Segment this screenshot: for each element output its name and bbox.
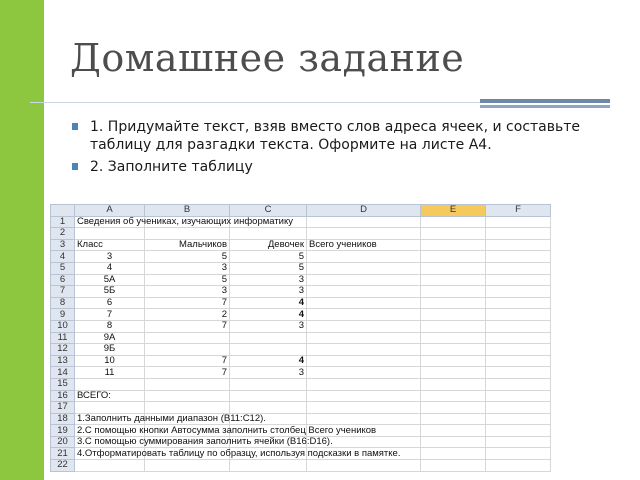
cell-f <box>486 286 551 298</box>
bullet-square-icon <box>72 163 78 170</box>
table-row <box>51 425 551 437</box>
bullet-square-icon <box>72 123 78 130</box>
cell-c <box>230 378 307 390</box>
cell-d <box>307 228 421 240</box>
cell-a: 3.С помощью суммирования заполнить ячейки (B16:D16). <box>75 436 145 448</box>
cell-b <box>145 460 230 472</box>
cell-c <box>230 228 307 240</box>
cell-f <box>486 320 551 332</box>
cell-e <box>421 344 486 356</box>
row-header: 19 <box>51 425 75 437</box>
table-row <box>51 297 551 309</box>
cell-c: 4 <box>230 309 307 321</box>
cell-b: 5 <box>145 251 230 263</box>
cell-d <box>307 286 421 298</box>
row-header: 17 <box>51 402 75 414</box>
cell-e <box>421 448 486 460</box>
row-header: 10 <box>51 320 75 332</box>
cell-f <box>486 378 551 390</box>
row-header: 18 <box>51 413 75 425</box>
cell-c: 5 <box>230 251 307 263</box>
cell-f <box>486 460 551 472</box>
row-header: 14 <box>51 367 75 379</box>
row-header: 16 <box>51 390 75 402</box>
table-row <box>51 355 551 367</box>
row-header: 22 <box>51 460 75 472</box>
spreadsheet-image <box>50 204 551 472</box>
cell-f <box>486 436 551 448</box>
cell-a <box>75 378 145 390</box>
cell-d: Всего учеников <box>307 239 421 251</box>
cell-b <box>145 390 230 402</box>
cell-d <box>307 262 421 274</box>
cell-a: Класс <box>75 239 145 251</box>
table-row <box>51 413 551 425</box>
table-row <box>51 402 551 414</box>
cell-b: 3 <box>145 262 230 274</box>
cell-a: 5Б <box>75 286 145 298</box>
cell-b <box>145 332 230 344</box>
cell-a <box>75 402 145 414</box>
table-row <box>51 228 551 240</box>
cell-b <box>145 402 230 414</box>
bullet-item <box>72 158 632 176</box>
table-row <box>51 448 551 460</box>
cell-a: 11 <box>75 367 145 379</box>
column-header-selected: E <box>421 205 486 217</box>
title-decor-line <box>480 105 610 108</box>
row-header: 12 <box>51 344 75 356</box>
cell-a: 4.Отформатировать таблицу по образцу, используя подсказки в памятке. <box>75 448 145 460</box>
cell-f <box>486 425 551 437</box>
column-header: D <box>307 205 421 217</box>
cell-e <box>421 251 486 263</box>
bullet-list <box>72 118 632 180</box>
cell-a: 2.С помощью кнопки Автосумма заполнить столбец Всего учеников <box>75 425 145 437</box>
cell-d <box>307 309 421 321</box>
cell-b <box>145 228 230 240</box>
cell-f <box>486 262 551 274</box>
cell-c <box>230 344 307 356</box>
cell-e <box>421 460 486 472</box>
table-row <box>51 378 551 390</box>
cell-d <box>307 297 421 309</box>
cell-d <box>307 460 421 472</box>
row-header: 8 <box>51 297 75 309</box>
column-header: A <box>75 205 145 217</box>
row-header: 4 <box>51 251 75 263</box>
cell-d <box>307 251 421 263</box>
cell-b: 2 <box>145 309 230 321</box>
cell-b <box>145 378 230 390</box>
cell-a: 5А <box>75 274 145 286</box>
table-row <box>51 262 551 274</box>
cell-c: 3 <box>230 367 307 379</box>
cell-a: Сведения об учениках, изучающих информатику <box>75 216 145 228</box>
cell-a: 4 <box>75 262 145 274</box>
cell-f <box>486 274 551 286</box>
table-row <box>51 309 551 321</box>
title-underline <box>30 102 480 103</box>
cell-f <box>486 367 551 379</box>
cell-b: 5 <box>145 274 230 286</box>
cell-b: 7 <box>145 355 230 367</box>
cell-f <box>486 332 551 344</box>
cell-e <box>421 274 486 286</box>
cell-d <box>307 274 421 286</box>
cell-c <box>230 390 307 402</box>
row-header: 11 <box>51 332 75 344</box>
bullet-text: 1. Придумайте текст, взяв вместо слов адреса ячеек, и составьте таблицу для разгадки текста. Оформите на листе А4. <box>90 119 581 153</box>
cell-b: 7 <box>145 297 230 309</box>
cell-f <box>486 228 551 240</box>
cell-e <box>421 262 486 274</box>
cell-e <box>421 286 486 298</box>
column-header: C <box>230 205 307 217</box>
column-header: F <box>486 205 551 217</box>
cell-d <box>307 367 421 379</box>
cell-c <box>230 402 307 414</box>
cell-a: 9А <box>75 332 145 344</box>
table-row <box>51 436 551 448</box>
table-row <box>51 251 551 263</box>
row-header: 2 <box>51 228 75 240</box>
cell-e <box>421 320 486 332</box>
cell-d <box>307 355 421 367</box>
cell-a: 10 <box>75 355 145 367</box>
cell-e <box>421 239 486 251</box>
cell-c: Девочек <box>230 239 307 251</box>
cell-e <box>421 367 486 379</box>
row-header: 21 <box>51 448 75 460</box>
cell-e <box>421 216 486 228</box>
cell-b: 3 <box>145 286 230 298</box>
row-header: 1 <box>51 216 75 228</box>
slide-title: Домашнее задание <box>70 36 465 80</box>
cell-a: 8 <box>75 320 145 332</box>
cell-d <box>307 332 421 344</box>
cell-e <box>421 402 486 414</box>
table-row <box>51 286 551 298</box>
cell-b <box>145 344 230 356</box>
cell-c: 5 <box>230 262 307 274</box>
table-row <box>51 344 551 356</box>
cell-b: 7 <box>145 320 230 332</box>
cell-c <box>230 332 307 344</box>
row-header: 9 <box>51 309 75 321</box>
cell-e <box>421 390 486 402</box>
cell-f <box>486 413 551 425</box>
cell-e <box>421 425 486 437</box>
cell-f <box>486 216 551 228</box>
cell-d <box>307 413 421 425</box>
cell-c <box>230 460 307 472</box>
bullet-item <box>72 118 632 154</box>
cell-a: 1.Заполнить данными диапазон (B11:C12). <box>75 413 145 425</box>
table-row <box>51 332 551 344</box>
cell-e <box>421 228 486 240</box>
column-header-row <box>51 205 551 217</box>
cell-e <box>421 355 486 367</box>
table-row <box>51 274 551 286</box>
cell-e <box>421 297 486 309</box>
row-header: 3 <box>51 239 75 251</box>
table-row <box>51 320 551 332</box>
row-header: 5 <box>51 262 75 274</box>
table-row <box>51 390 551 402</box>
cell-f <box>486 297 551 309</box>
cell-d <box>307 320 421 332</box>
column-header: B <box>145 205 230 217</box>
cell-d <box>307 402 421 414</box>
cell-c: 4 <box>230 355 307 367</box>
table-row <box>51 367 551 379</box>
cell-c: 4 <box>230 297 307 309</box>
row-header: 7 <box>51 286 75 298</box>
table-row <box>51 216 551 228</box>
cell-e <box>421 309 486 321</box>
cell-f <box>486 251 551 263</box>
table-row <box>51 239 551 251</box>
title-decor-line <box>480 99 610 103</box>
slide-accent-bar <box>0 0 44 480</box>
cell-f <box>486 309 551 321</box>
cell-a: 7 <box>75 309 145 321</box>
row-header: 13 <box>51 355 75 367</box>
cell-a: 9Б <box>75 344 145 356</box>
cell-f <box>486 448 551 460</box>
cell-c: 3 <box>230 286 307 298</box>
cell-e <box>421 332 486 344</box>
cell-d <box>307 344 421 356</box>
cell-b: 7 <box>145 367 230 379</box>
cell-a <box>75 228 145 240</box>
cell-c: 3 <box>230 320 307 332</box>
row-header: 15 <box>51 378 75 390</box>
cell-c: 3 <box>230 274 307 286</box>
cell-f <box>486 239 551 251</box>
cell-f <box>486 390 551 402</box>
cell-e <box>421 378 486 390</box>
cell-a: 6 <box>75 297 145 309</box>
cell-d <box>307 216 421 228</box>
cell-f <box>486 344 551 356</box>
cell-e <box>421 413 486 425</box>
cell-d <box>307 378 421 390</box>
cell-a <box>75 460 145 472</box>
cell-a: ВСЕГО: <box>75 390 145 402</box>
table-row <box>51 460 551 472</box>
cell-f <box>486 355 551 367</box>
cell-d <box>307 390 421 402</box>
cell-b: Мальчиков <box>145 239 230 251</box>
bullet-text: 2. Заполните таблицу <box>90 159 253 175</box>
row-header: 20 <box>51 436 75 448</box>
row-header: 6 <box>51 274 75 286</box>
corner-cell <box>51 205 75 217</box>
cell-f <box>486 402 551 414</box>
cell-a: 3 <box>75 251 145 263</box>
cell-e <box>421 436 486 448</box>
